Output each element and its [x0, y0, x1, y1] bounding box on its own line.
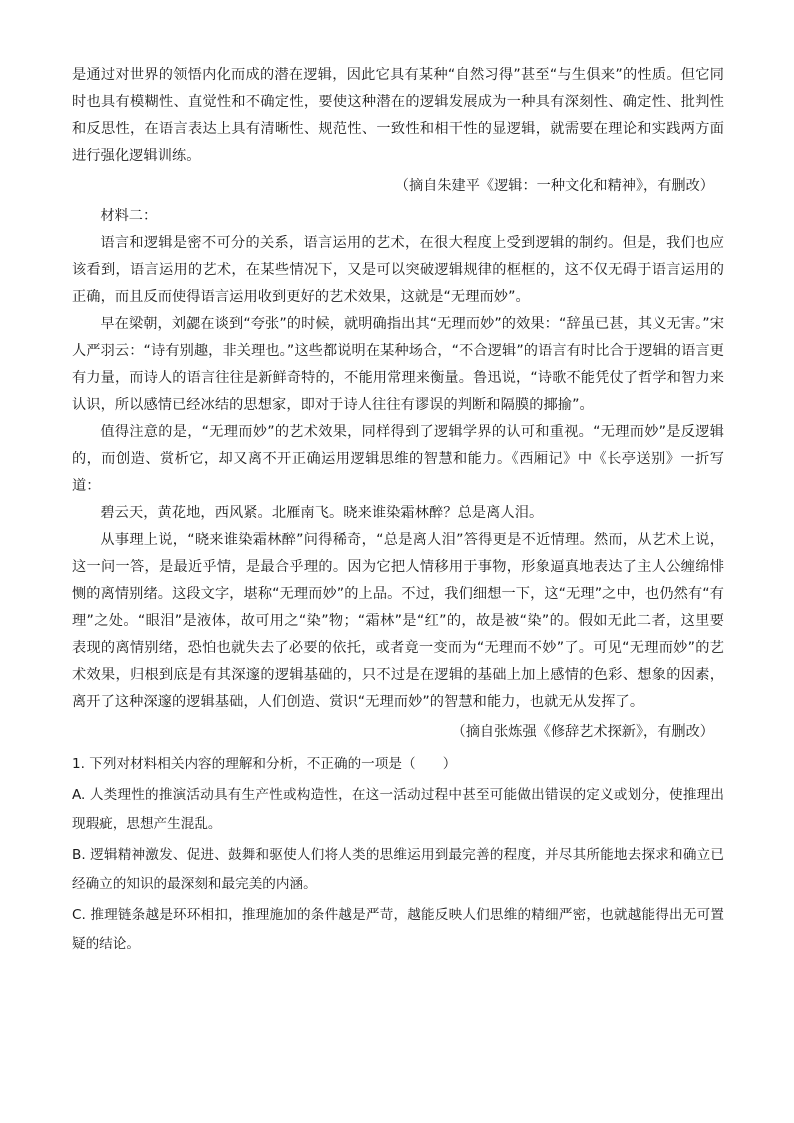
question-stem: 1. 下列对材料相关内容的理解和分析，不正确的一项是（ ） [72, 756, 457, 772]
material-two-paragraph: 值得注意的是，“无理而妙”的艺术效果，同样得到了逻辑学界的认可和重视。“无理而妙”是反逻辑的，而创造、赏析它，却又离不开正确运用逻辑思维的智慧和能力。《西厢记》中《长亭送别》一折写道： [72, 424, 724, 494]
option-c: C. 推理链条越是环环相扣，推理施加的条件越是严苛，越能反映人们思维的精细严密，也就越能得出无可置疑的结论。 [72, 907, 724, 952]
material-one-paragraph: 是通过对世界的领悟内化而成的潜在逻辑，因此它具有某种“自然习得”甚至“与生俱来”的性质。但它同时也具有模糊性、直觉性和不确定性，要使这种潜在的逻辑发展成为一种具有深刻性、确定性、批判性和反思性，在语言表达上具有清晰性、规范性、一致性和相干性的显逻辑，就需要在理论和实践两方面进行强化逻辑训练。 [72, 67, 724, 164]
material-two-paragraph: 早在梁朝，刘勰在谈到“夸张”的时候，就明确指出其“无理而妙”的效果：“辞虽已甚，其义无害。”宋人严羽云：“诗有别趣，非关理也。”这些都说明在某种场合，“不合逻辑”的语言有时比合于逻辑的语言更有力量，而诗人的语言往往是新鲜奇特的，不能用常理来衡量。鲁迅说，“诗歌不能凭仗了哲学和智力来认识，所以感情已经冰结的思想家，即对于诗人往往有谬误的判断和隔膜的揶揄”。 [72, 316, 725, 413]
document-page [72, 62, 724, 959]
material-two-source: （摘自张炼强《修辞艺术探新》，有删改） [451, 724, 714, 740]
material-two-label: 材料二： [100, 208, 158, 224]
question-1 [72, 750, 724, 959]
option-b: B. 逻辑精神激发、促进、鼓舞和驱使人们将人类的思维运用到最完善的程度，并尽其所能地去探求和确立已经确立的知识的最深刻和最完美的内涵。 [72, 847, 724, 892]
poem-quote: 碧云天，黄花地，西风紧。北雁南飞。晓来谁染霜林醉？总是离人泪。 [100, 505, 544, 521]
material-one-source: （摘自朱建平《逻辑：一种文化和精神》，有删改） [394, 178, 714, 194]
option-a: A. 人类理性的推演活动具有生产性或构造性，在这一活动过程中甚至可能做出错误的定义或划分，使推理出现瑕疵，思想产生混乱。 [72, 787, 724, 832]
material-two-paragraph: 语言和逻辑是密不可分的关系，语言运用的艺术，在很大程度上受到逻辑的制约。但是，我们也应该看到，语言运用的艺术，在某些情况下，又是可以突破逻辑规律的框框的，这不仅无碍于语言运用的正确，而且反而使得语言运用收到更好的艺术效果，这就是“无理而妙”。 [72, 235, 724, 305]
material-two-paragraph: 从事理上说，“晓来谁染霜林醉”问得稀奇，“总是离人泪”答得更是不近情理。然而，从艺术上说，这一问一答，是最近乎情，是最合乎理的。因为它把人情移用于事物，形象逼真地表达了主人公缠绵悱恻的离情别绪。这段文字，堪称“无理而妙”的上品。不过，我们细想一下，这“无理”之中，也仍然有“有理”之处。“眼泪”是液体，故可用之“染”物；“霜林”是“红”的，故是被“染”的。假如无此二者，这里要表现的离情别绪，恐怕也就失去了必要的依托，或者竟一变而为“无理而不妙”了。可见“无理而妙”的艺术效果，归根到底是有其深邃的逻辑基础的，只不过是在逻辑的基础上加上感情的色彩、想象的因素，离开了这种深邃的逻辑基础，人们创造、赏识“无理而妙”的智慧和能力，也就无从发挥了。 [72, 532, 724, 710]
